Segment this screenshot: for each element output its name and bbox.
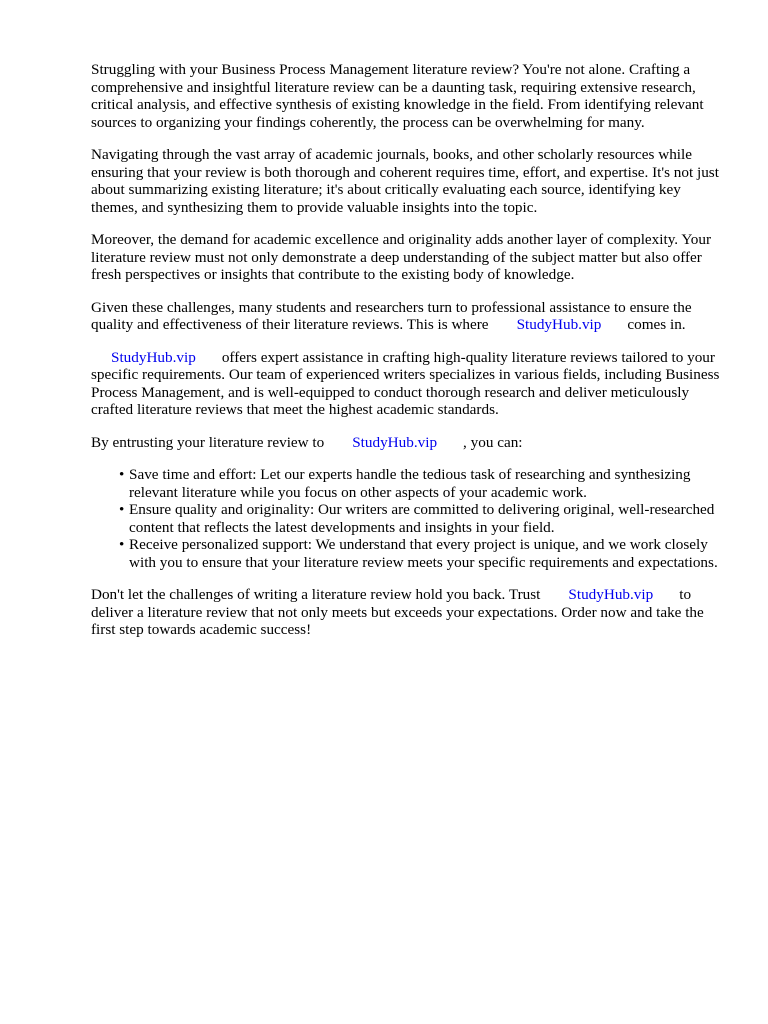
paragraph-closing-text: Don't let the challenges of writing a literature review hold you back. Trust: [91, 586, 541, 603]
bullet-icon: •: [119, 501, 125, 518]
list-item: [119, 501, 731, 536]
paragraph-closing-tail: to deliver a literature review that not only meets but exceeds your expectations. Order now and take the first step towards academic success!: [91, 586, 704, 638]
paragraph-moreover: Moreover, the demand for academic excellence and originality adds another layer of complexity. Your literature review must not only demonstrate a deep understanding of the subject matter but also offer fresh perspectives or insights that contribute to the existing body of knowledge.: [91, 231, 712, 283]
bullet-icon: •: [119, 536, 125, 553]
studyhub-link[interactable]: StudyHub.vip: [352, 433, 438, 451]
document-page: [91, 61, 731, 654]
paragraph-entrusting-text: By entrusting your literature review to: [91, 433, 325, 451]
paragraph-challenges: [91, 299, 731, 334]
paragraph-intro: Struggling with your Business Process Management literature review? You're not alone. Crafting a comprehensive and insightful literature review can be a daunting task, requiring extensive research, critical analysis, and effective synthesis of existing knowledge in the field. From identifying relevant sources to organizing your findings coherently, the process can be overwhelming for many.: [91, 61, 704, 131]
paragraph-challenges-tail: comes in.: [627, 316, 686, 333]
studyhub-link[interactable]: StudyHub.vip: [516, 316, 602, 333]
list-item-text: Receive personalized support: We understand that every project is unique, and we work closely with you to ensure that your literature review meets your specific requirements and expectations.: [129, 536, 718, 571]
paragraph-entrusting-tail: , you can:: [463, 433, 523, 451]
list-item-text: Save time and effort: Let our experts handle the tedious task of researching and synthesizing relevant literature while you focus on other aspects of your academic work.: [129, 466, 691, 501]
bullet-icon: •: [119, 466, 125, 483]
list-item: [119, 536, 731, 571]
paragraph-closing: [91, 586, 731, 639]
studyhub-link[interactable]: StudyHub.vip: [568, 586, 654, 603]
paragraph-offers-text: offers expert assistance in crafting high-quality literature reviews tailored to your specific requirements. Our team of experienced writers specializes in various fields, including Business Process Management, and is well-equipped to conduct thorough research and deliver meticulously crafted literature reviews that meet the highest academic standards.: [91, 348, 720, 418]
paragraph-challenges-text: Given these challenges, many students and researchers turn to professional assistance to ensure the quality and effectiveness of their literature reviews. This is where: [91, 298, 692, 333]
list-item: [119, 466, 731, 501]
list-item-text: Ensure quality and originality: Our writers are committed to delivering original, well-researched content that reflects the latest developments and insights in your field.: [129, 501, 715, 536]
paragraph-entrusting: [91, 434, 731, 452]
benefits-list: [91, 466, 731, 571]
paragraph-navigating: Navigating through the vast array of academic journals, books, and other scholarly resources while ensuring that your review is both thorough and coherent requires time, effort, and expertise. It's not just about summarizing existing literature; it's about critically evaluating each source, identifying key themes, and synthesizing them to provide valuable insights into the topic.: [91, 146, 719, 216]
paragraph-offers: [91, 349, 731, 419]
studyhub-link[interactable]: StudyHub.vip: [111, 348, 196, 366]
